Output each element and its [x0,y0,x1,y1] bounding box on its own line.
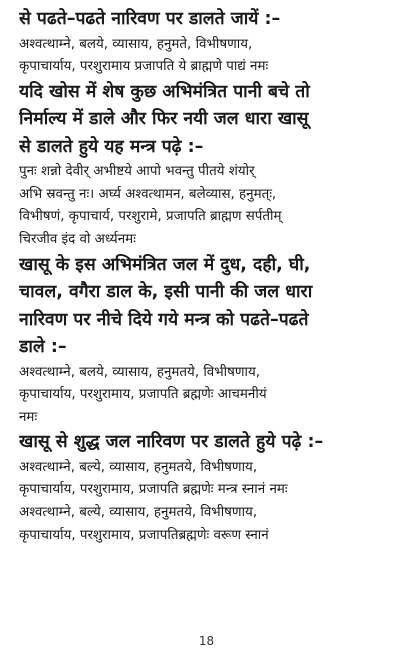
verse-line: कृपाचार्याय, परशुरामाय, प्रजापति ब्रह्मणेः मन्त्र स्नानं नमः [19,482,288,498]
verse-line: कृपाचार्याय, परशुरामाय, प्रजापतिब्रह्मणेः वरूण स्नानं [19,527,269,543]
verse-line: कृपाचार्याय, परशुरामाय प्रजापति ये ब्राह्मणे पाद्यं नमः [19,59,269,75]
document-page [19,6,397,547]
verse-line: अश्वत्थाम्ने, बलये, व्यासाय, हनुमतये, विभीषणाय, [19,364,261,380]
verse-line: अश्वत्थाम्ने, बलये, व्यासाय, हनुमते, विभीषणाय, [19,36,253,52]
instruction-line: यदि खोस में शेष कुछ अभिमंत्रित पानी बचे तो [19,81,310,102]
verse-line: अश्वत्थाम्ने, बल्ये, व्यासाय, हनुमतये, विभीषणाय, [19,459,258,475]
instruction-line: चावल, वगैरा डाल के, इसी पानी की जल धारा [19,282,313,303]
heading-line: से पढते–पढते नारिवण पर डालते जायें :– [19,9,281,29]
instruction-line: खासू के इस अभिमंत्रित जल में दुध, दही, घी, [19,254,311,275]
verse-line: नमः [19,409,38,425]
verse-line: कृपाचार्याय, परशुरामाय, प्रजापति ब्रह्मणेः आचमनीयं [19,387,267,403]
instruction-line: डाले :– [19,337,67,358]
instruction-line: निर्माल्य में डाले और फिर नयी जल धारा खासू [19,109,309,130]
page-number: 18 [198,634,215,648]
verse-line: अभि स्रवन्तु नः। अर्घ्य अश्वत्थामन, बलेव्यास, हनुमत्ः, [19,186,277,202]
verse-line: अश्वत्थाम्ने, बल्ये, व्यासाय, हनुमतये, विभीषणाय, [19,505,258,521]
verse-line: विभीषणं, कृपाचार्य, परशुरामे, प्रजापति ब्राह्मण सर्पतीम् [19,209,282,225]
instruction-line: खासू से शुद्ध जल नारिवण पर डालते हुये पढ़े :– [19,432,324,453]
verse-line: पुनः शन्नो देवीर् अभीष्टये आपो भवन्तु पीतये शंयोर् [19,164,255,180]
instruction-line: नारिवण पर नीचे दिये गये मन्त्र को पढते–पढते [19,309,309,330]
instruction-line: से डालते हुये यह मन्त्र पढ़े :– [19,136,204,157]
verse-line: चिरजीव इंद वो अर्ध्यनमः [19,231,136,247]
